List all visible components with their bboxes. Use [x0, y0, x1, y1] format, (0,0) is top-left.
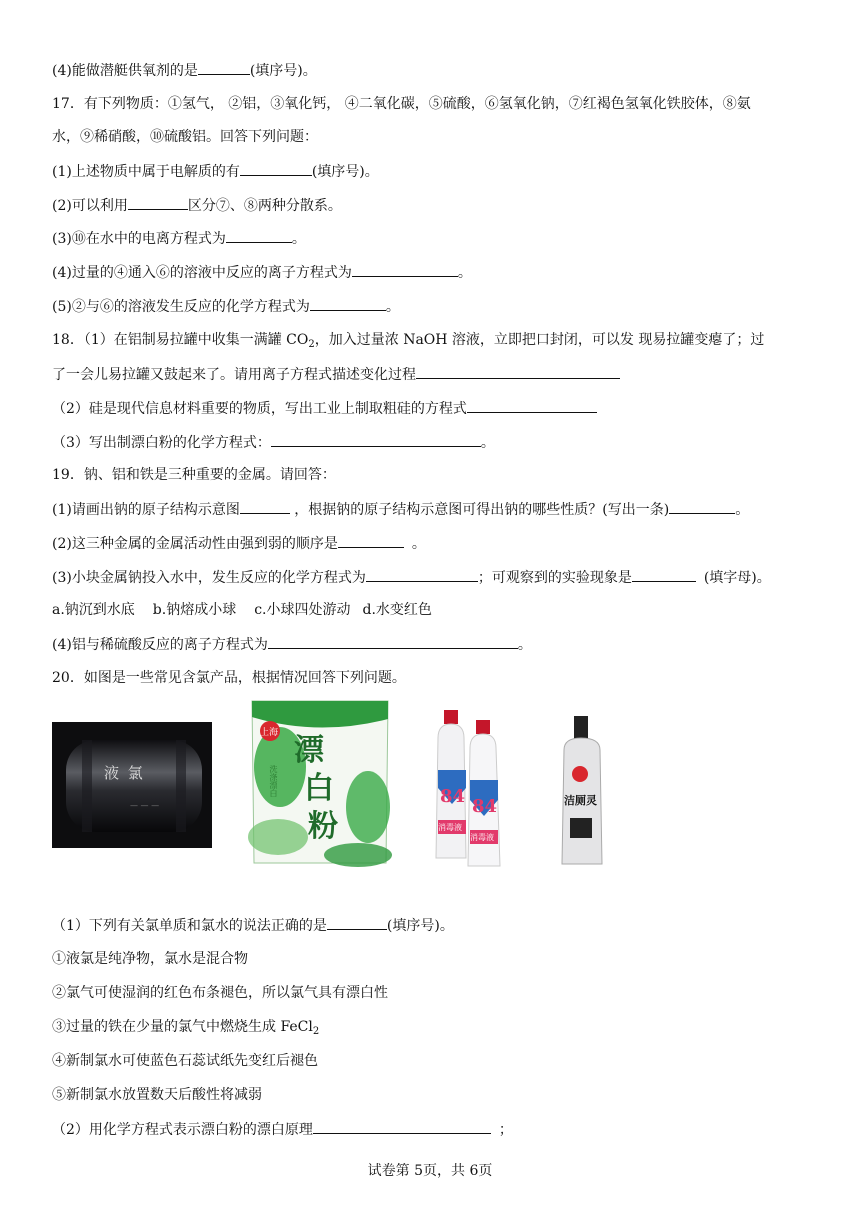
answer-blank[interactable] — [313, 1119, 491, 1134]
bag-side-label: 洗涤漂白 — [269, 765, 278, 797]
option-d: d.水变红色 — [362, 602, 432, 618]
question-18-part-2: （2）硅是现代信息材料重要的物质，写出工业上制取粗硅的方程式 — [52, 398, 597, 419]
answer-blank[interactable] — [271, 432, 481, 447]
question-17-part-5: (5)②与⑥的溶液发生反应的化学方程式为 。 — [52, 296, 400, 317]
bag-title-char-2: 白 — [304, 771, 334, 806]
answer-blank[interactable] — [669, 499, 735, 514]
option-a: a.钠沉到水底 — [52, 602, 135, 618]
answer-blank[interactable] — [198, 60, 250, 75]
answer-blank[interactable] — [632, 567, 696, 582]
question-20-part-2: （2）用化学方程式表示漂白粉的漂白原理 ； — [52, 1119, 513, 1140]
question-17-part-1: (1)上述物质中属于电解质的有 (填序号)。 — [52, 161, 379, 182]
svg-text:— — —: — — — — [130, 801, 160, 810]
bottle-number-right: 84 — [472, 796, 498, 817]
question-19-stem: 19．钠、铝和铁是三种重要的金属。请回答： — [52, 467, 336, 483]
answer-blank[interactable] — [240, 499, 290, 514]
answer-blank[interactable] — [416, 364, 620, 379]
cylinder-graphic — [52, 722, 212, 848]
bag-brand-label: 上海 — [260, 728, 279, 738]
answer-blank[interactable] — [310, 296, 386, 311]
question-19-part-4: (4)铝与稀硫酸反应的离子方程式为 。 — [52, 634, 532, 655]
question-19-part-1: (1)请画出钠的原子结构示意图 ，根据钠的原子结构示意图可得出钠的哪些性质？(写出一条) 。 — [52, 499, 749, 520]
question-17-part-4: (4)过量的④通入⑥的溶液中反应的离子方程式为 。 — [52, 262, 472, 283]
question-20-option-4: ④新制氯水可使蓝色石蕊试纸先变红后褪色 — [52, 1053, 318, 1069]
cylinder-label: 液 氯 — [104, 764, 145, 782]
question-19-part-2: (2)这三种金属的金属活动性由强到弱的顺序是 。 — [52, 533, 426, 554]
question-19-options — [52, 600, 432, 620]
answer-blank[interactable] — [352, 262, 458, 277]
answer-blank[interactable] — [226, 228, 292, 243]
bottle-label-right: 消毒液 — [470, 833, 494, 842]
answer-blank[interactable] — [366, 567, 478, 582]
answer-blank[interactable] — [128, 195, 188, 210]
answer-blank[interactable] — [327, 915, 387, 930]
bag-title-char-1: 漂 — [294, 733, 324, 768]
bag-title-char-3: 粉 — [308, 809, 338, 844]
question-20-option-1: ①液氯是纯净物，氯水是混合物 — [52, 951, 248, 967]
question-20-option-3: ③过量的铁在少量的氯气中燃烧生成 FeCl$_2$ — [52, 1019, 320, 1037]
cleaner-label: 洁厕灵 — [564, 794, 597, 807]
option-b: b.钠熔成小球 — [152, 602, 237, 618]
toilet-cleaner-bottle-image — [558, 714, 608, 869]
disinfectant-84-bottles-image — [430, 708, 520, 868]
question-18-stem-line1: 18．（1）在铝制易拉罐中收集一满罐 $CO_2$，加入过量浓 NaOH 溶液，立即把口封闭，可以发 现易拉罐变瘪了；过 — [52, 332, 765, 350]
bleaching-powder-bag-image — [248, 697, 392, 867]
answer-blank[interactable] — [240, 161, 312, 176]
liquid-chlorine-cylinder-image — [52, 722, 212, 848]
question-17-part-2: (2)可以利用 区分⑦、⑧两种分散系。 — [52, 195, 342, 216]
question-17-stem-line1: 17．有下列物质：①氢气， ②铝，③氧化钙， ④二氧化碳，⑤硫酸，⑥氢氧化钠，⑦红褐色氢氧化铁胶体，⑧氨 — [52, 96, 751, 112]
option-c: c.小球四处游动 — [254, 602, 351, 618]
question-20-option-2: ②氯气可使湿润的红色布条褪色，所以氯气具有漂白性 — [52, 985, 388, 1001]
question-18-part-3: （3）写出制漂白粉的化学方程式： 。 — [52, 432, 495, 453]
bottle-label-left: 消毒液 — [438, 823, 462, 832]
question-20-part-1: （1）下列有关氯单质和氯水的说法正确的是 (填序号)。 — [52, 915, 454, 936]
question-20-option-5: ⑤新制氯水放置数天后酸性将减弱 — [52, 1087, 262, 1103]
page-footer: 试卷第 5页，共 6页 — [367, 1163, 493, 1179]
question-18-stem-line2: 了一会儿易拉罐又鼓起来了。请用离子方程式描述变化过程 — [52, 364, 620, 385]
question-17-stem-line2: 水，⑨稀硝酸，⑩硫酸铝。回答下列问题： — [52, 129, 318, 145]
question-19-part-3: (3)小块金属钠投入水中，发生反应的化学方程式为 ；可观察到的实验现象是 (填字母)。 — [52, 567, 771, 588]
answer-blank[interactable] — [338, 533, 404, 548]
bottle-number-left: 84 — [440, 786, 466, 807]
answer-blank[interactable] — [268, 634, 518, 649]
answer-blank[interactable] — [467, 398, 597, 413]
question-16-part-4: (4)能做潜艇供氧剂的是 (填序号)。 — [52, 60, 317, 81]
question-17-part-3: (3)⑩在水中的电离方程式为 。 — [52, 228, 306, 249]
question-20-stem: 20．如图是一些常见含氯产品，根据情况回答下列问题。 — [52, 670, 406, 686]
